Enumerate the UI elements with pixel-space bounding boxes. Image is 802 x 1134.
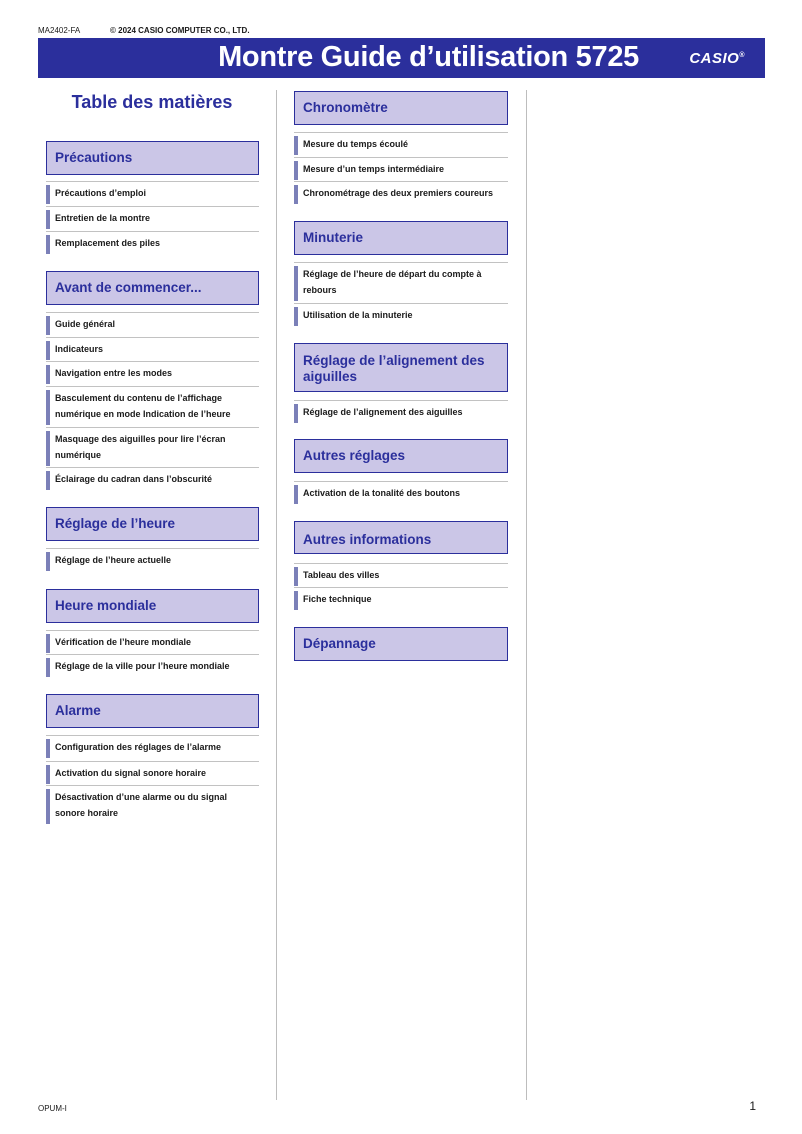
casio-logo: CASIO® [689, 50, 745, 67]
toc-link[interactable]: Utilisation de la minuterie [294, 303, 508, 323]
toc-link[interactable]: Mesure du temps écoulé [294, 132, 508, 152]
toc-link[interactable]: Remplacement des piles [46, 231, 259, 251]
toc-link[interactable]: Fiche technique [294, 587, 508, 607]
column-divider [526, 90, 527, 1100]
doc-title: Montre Guide d’utilisation 5725 [218, 41, 639, 73]
toc-link[interactable]: Masquage des aiguilles pour lire l’écran numérique [46, 427, 259, 463]
toc-link[interactable]: Guide général [46, 312, 259, 332]
toc-link[interactable]: Réglage de la ville pour l’heure mondiale [46, 654, 259, 674]
toc-link[interactable]: Activation de la tonalité des boutons [294, 481, 508, 501]
toc-link[interactable]: Mesure d’un temps intermédiaire [294, 157, 508, 177]
section-alarme[interactable]: Alarme [46, 694, 259, 728]
toc-link[interactable]: Navigation entre les modes [46, 361, 259, 381]
section-minuterie[interactable]: Minuterie [294, 221, 508, 255]
section-precautions[interactable]: Précautions [46, 141, 259, 175]
section-heure-mondiale[interactable]: Heure mondiale [46, 589, 259, 623]
toc-link[interactable]: Basculement du contenu de l’affichage numérique en mode Indication de l’heure [46, 386, 259, 422]
footer-code: OPUM-I [38, 1104, 67, 1113]
title-banner [38, 38, 765, 78]
header-meta [38, 26, 250, 35]
toc-title: Table des matières [71, 92, 233, 112]
section-autres-informations[interactable]: Autres informations [294, 521, 508, 554]
page-number: 1 [749, 1099, 756, 1113]
column-divider [276, 90, 277, 1100]
toc-link[interactable]: Configuration des réglages de l’alarme [46, 735, 259, 755]
section-reglage-heure[interactable]: Réglage de l’heure [46, 507, 259, 541]
section-alignement-aiguilles[interactable]: Réglage de l’alignement des aiguilles [294, 343, 508, 392]
section-chronometre[interactable]: Chronomètre [294, 91, 508, 125]
section-autres-reglages[interactable]: Autres réglages [294, 439, 508, 473]
toc-link[interactable]: Entretien de la montre [46, 206, 259, 226]
copyright: © 2024 CASIO COMPUTER CO., LTD. [110, 26, 250, 35]
toc-link[interactable]: Précautions d’emploi [46, 181, 259, 201]
toc-link[interactable]: Désactivation d’une alarme ou du signal sonore horaire [46, 785, 259, 821]
toc-link[interactable]: Chronométrage des deux premiers coureurs [294, 181, 508, 201]
toc-link[interactable]: Réglage de l’heure de départ du compte à rebours [294, 262, 508, 298]
toc-link[interactable]: Indicateurs [46, 337, 259, 357]
toc-link[interactable]: Réglage de l’heure actuelle [46, 548, 259, 568]
toc-link[interactable]: Tableau des villes [294, 563, 508, 583]
toc-link[interactable]: Éclairage du cadran dans l’obscurité [46, 467, 259, 487]
toc-link[interactable]: Réglage de l’alignement des aiguilles [294, 400, 508, 420]
section-avant-de-commencer[interactable]: Avant de commencer... [46, 271, 259, 305]
toc-link[interactable]: Vérification de l’heure mondiale [46, 630, 259, 650]
doc-code: MA2402-FA [38, 26, 81, 35]
section-depannage[interactable]: Dépannage [294, 627, 508, 661]
toc-link[interactable]: Activation du signal sonore horaire [46, 761, 259, 781]
